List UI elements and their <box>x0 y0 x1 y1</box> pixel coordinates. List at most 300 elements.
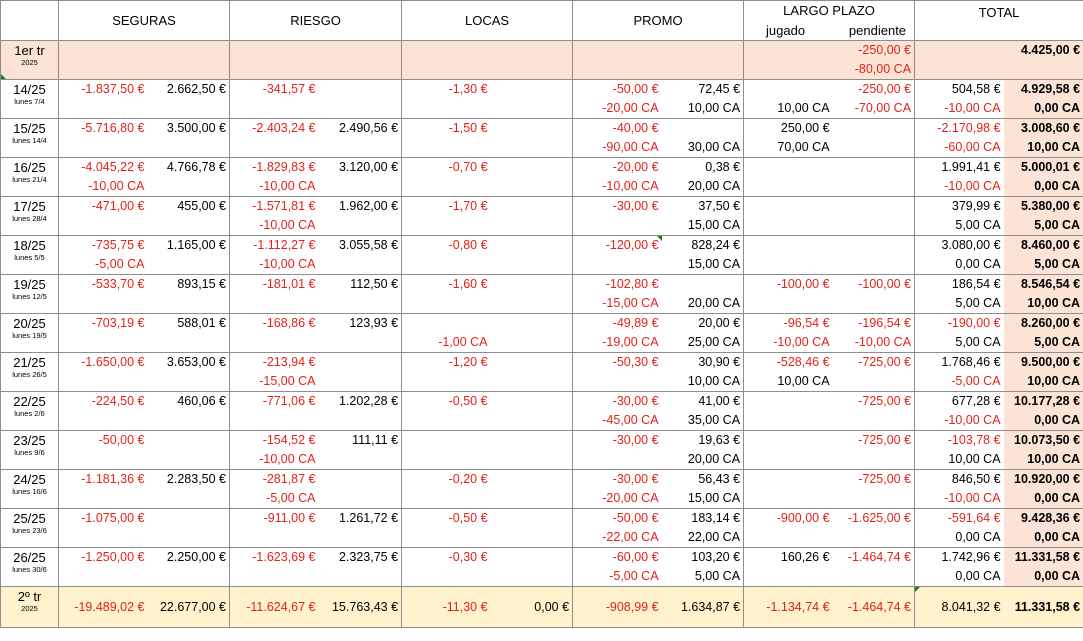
value-cell <box>402 138 491 158</box>
value-cell: 186,54 € <box>915 275 1004 295</box>
value-cell: 20,00 CA <box>662 450 744 470</box>
quarter-start-cell <box>59 41 148 61</box>
value-cell <box>319 470 402 490</box>
value-cell: -100,00 € <box>744 275 833 295</box>
week-row <box>1 470 1083 490</box>
value-cell: -471,00 € <box>59 197 148 217</box>
value-cell: 8.460,00 € <box>1004 236 1083 256</box>
value-cell: 20,00 CA <box>662 177 744 197</box>
value-cell <box>833 177 915 197</box>
value-cell: -2.403,24 € <box>230 119 319 139</box>
value-cell: 2.283,50 € <box>148 470 230 490</box>
value-cell <box>744 489 833 509</box>
value-cell <box>744 177 833 197</box>
week-row <box>1 353 1083 373</box>
value-cell: 455,00 € <box>148 197 230 217</box>
summary-label: 2º tr <box>17 589 42 604</box>
value-cell <box>230 333 319 353</box>
week-date: lunes 14/4 <box>12 136 47 145</box>
value-cell <box>491 255 573 275</box>
value-cell: 9.428,36 € <box>1004 509 1083 529</box>
value-cell <box>148 138 230 158</box>
week-number: 19/25 <box>13 277 46 292</box>
value-cell <box>744 197 833 217</box>
value-cell <box>491 99 573 119</box>
quarter-start-cell: 4.425,00 € <box>1004 41 1083 61</box>
value-cell <box>402 314 491 334</box>
value-cell <box>491 411 573 431</box>
value-cell: -0,80 € <box>402 236 491 256</box>
value-cell <box>491 158 573 178</box>
value-cell <box>230 294 319 314</box>
value-cell <box>491 548 573 568</box>
value-cell: 0,00 CA <box>1004 489 1083 509</box>
week-row <box>1 392 1083 412</box>
value-cell <box>59 372 148 392</box>
week-label-cell <box>1 548 59 587</box>
value-cell: -5.716,80 € <box>59 119 148 139</box>
value-cell <box>744 450 833 470</box>
corner-cell <box>1 1 59 41</box>
value-cell: -1,70 € <box>402 197 491 217</box>
value-cell <box>148 411 230 431</box>
week-row <box>1 236 1083 256</box>
header-largo-plazo: LARGO PLAZO <box>744 1 915 22</box>
header-seguras: SEGURAS <box>59 1 230 41</box>
header-row <box>1 1 1083 22</box>
header-riesgo: RIESGO <box>230 1 402 41</box>
value-cell <box>148 528 230 548</box>
value-cell: 4.766,78 € <box>148 158 230 178</box>
value-cell <box>319 99 402 119</box>
value-cell: -533,70 € <box>59 275 148 295</box>
value-cell: -20,00 CA <box>573 99 662 119</box>
quarter-start-cell <box>59 60 148 80</box>
value-cell: 70,00 CA <box>744 138 833 158</box>
quarter-start-cell <box>744 60 833 80</box>
value-cell <box>148 489 230 509</box>
week-row-2 <box>1 333 1083 353</box>
value-cell <box>833 411 915 431</box>
week-label-cell <box>1 353 59 392</box>
value-cell: 15,00 CA <box>662 489 744 509</box>
week-row-2 <box>1 372 1083 392</box>
value-cell <box>148 333 230 353</box>
value-cell: 3.080,00 € <box>915 236 1004 256</box>
value-cell: 2.250,00 € <box>148 548 230 568</box>
value-cell: -4.045,22 € <box>59 158 148 178</box>
summary-cell: 8.041,32 € <box>915 587 1004 628</box>
value-cell: 19,63 € <box>662 431 744 451</box>
value-cell: -168,86 € <box>230 314 319 334</box>
week-row-2 <box>1 411 1083 431</box>
value-cell: 8.546,54 € <box>1004 275 1083 295</box>
value-cell: 5,00 CA <box>1004 333 1083 353</box>
value-cell <box>833 294 915 314</box>
week-date: lunes 7/4 <box>14 97 45 106</box>
week-date: lunes 16/6 <box>12 487 47 496</box>
quarter-start-cell <box>402 41 491 61</box>
value-cell: 10,00 CA <box>744 372 833 392</box>
value-cell <box>491 353 573 373</box>
week-row-2 <box>1 255 1083 275</box>
value-cell <box>402 372 491 392</box>
value-cell: -725,00 € <box>833 431 915 451</box>
value-cell: 2.490,56 € <box>319 119 402 139</box>
value-cell <box>319 411 402 431</box>
week-label-cell <box>1 119 59 158</box>
value-cell: 0,00 CA <box>915 528 1004 548</box>
value-cell <box>491 372 573 392</box>
header-pendiente: pendiente <box>833 21 915 41</box>
quarter-start-cell <box>915 41 1004 61</box>
header-locas: LOCAS <box>402 1 573 41</box>
value-cell: -50,30 € <box>573 353 662 373</box>
week-number: 15/25 <box>13 121 46 136</box>
value-cell: 10,00 CA <box>744 99 833 119</box>
week-label-cell <box>1 197 59 236</box>
value-cell: 15,00 CA <box>662 216 744 236</box>
week-date: lunes 28/4 <box>12 214 47 223</box>
value-cell: -281,87 € <box>230 470 319 490</box>
value-cell: 103,20 € <box>662 548 744 568</box>
value-cell: 3.055,58 € <box>319 236 402 256</box>
week-date: lunes 21/4 <box>12 175 47 184</box>
value-cell: 11.331,58 € <box>1004 548 1083 568</box>
value-cell <box>491 431 573 451</box>
value-cell <box>59 138 148 158</box>
week-date: lunes 26/5 <box>12 370 47 379</box>
value-cell: -0,70 € <box>402 158 491 178</box>
value-cell: 2.323,75 € <box>319 548 402 568</box>
value-cell: -15,00 CA <box>230 372 319 392</box>
value-cell <box>491 197 573 217</box>
value-cell: -50,00 € <box>573 509 662 529</box>
value-cell: 4.929,58 € <box>1004 80 1083 100</box>
value-cell <box>59 294 148 314</box>
value-cell <box>744 392 833 412</box>
value-cell <box>744 216 833 236</box>
value-cell: -15,00 CA <box>573 294 662 314</box>
value-cell: -900,00 € <box>744 509 833 529</box>
value-cell: -30,00 € <box>573 392 662 412</box>
value-cell: 10,00 CA <box>1004 294 1083 314</box>
value-cell <box>744 567 833 587</box>
value-cell <box>402 294 491 314</box>
value-cell <box>148 450 230 470</box>
value-cell <box>230 138 319 158</box>
value-cell: -5,00 CA <box>230 489 319 509</box>
value-cell: 893,15 € <box>148 275 230 295</box>
value-cell: -30,00 € <box>573 197 662 217</box>
value-cell: -70,00 CA <box>833 99 915 119</box>
value-cell <box>319 353 402 373</box>
value-cell: 0,00 CA <box>1004 528 1083 548</box>
value-cell: 160,26 € <box>744 548 833 568</box>
value-cell: -1.650,00 € <box>59 353 148 373</box>
value-cell: -22,00 CA <box>573 528 662 548</box>
value-cell: 5.000,01 € <box>1004 158 1083 178</box>
week-row <box>1 119 1083 139</box>
value-cell: 677,28 € <box>915 392 1004 412</box>
value-cell <box>833 450 915 470</box>
value-cell: -19,00 CA <box>573 333 662 353</box>
value-cell: 0,00 CA <box>915 255 1004 275</box>
value-cell <box>491 528 573 548</box>
value-cell: -10,00 CA <box>833 333 915 353</box>
value-cell: -154,52 € <box>230 431 319 451</box>
value-cell: 123,93 € <box>319 314 402 334</box>
value-cell <box>744 80 833 100</box>
value-cell: -120,00 € <box>573 236 662 256</box>
value-cell <box>744 236 833 256</box>
value-cell: 504,58 € <box>915 80 1004 100</box>
value-cell: 1.991,41 € <box>915 158 1004 178</box>
value-cell <box>319 255 402 275</box>
week-row-2 <box>1 294 1083 314</box>
value-cell: 1.742,96 € <box>915 548 1004 568</box>
value-cell: -100,00 € <box>833 275 915 295</box>
quarter-start-cell <box>230 60 319 80</box>
value-cell <box>662 119 744 139</box>
value-cell <box>573 450 662 470</box>
summary-cell: 0,00 € <box>491 587 573 628</box>
value-cell: 3.008,60 € <box>1004 119 1083 139</box>
value-cell: -50,00 € <box>573 80 662 100</box>
value-cell <box>491 489 573 509</box>
quarter-start-cell <box>915 60 1004 80</box>
value-cell: 1.962,00 € <box>319 197 402 217</box>
quarter-start-cell <box>491 41 573 61</box>
value-cell: 35,00 CA <box>662 411 744 431</box>
value-cell <box>744 411 833 431</box>
value-cell: 0,00 CA <box>915 567 1004 587</box>
value-cell: -0,50 € <box>402 509 491 529</box>
value-cell: 183,14 € <box>662 509 744 529</box>
week-number: 18/25 <box>13 238 46 253</box>
value-cell: 1.202,28 € <box>319 392 402 412</box>
quarter-start-cell <box>662 60 744 80</box>
value-cell: 0,00 CA <box>1004 99 1083 119</box>
value-cell: -196,54 € <box>833 314 915 334</box>
value-cell <box>491 80 573 100</box>
value-cell <box>833 197 915 217</box>
week-number: 16/25 <box>13 160 46 175</box>
week-label-cell <box>1 80 59 119</box>
week-number: 14/25 <box>13 82 46 97</box>
quarter-label: 1er tr <box>14 43 45 58</box>
value-cell: 5.380,00 € <box>1004 197 1083 217</box>
value-cell <box>59 567 148 587</box>
value-cell <box>744 294 833 314</box>
value-cell <box>59 411 148 431</box>
quarter-summary-row <box>1 587 1083 628</box>
week-row-2 <box>1 528 1083 548</box>
value-cell: 2.662,50 € <box>148 80 230 100</box>
week-number: 20/25 <box>13 316 46 331</box>
value-cell: 250,00 € <box>744 119 833 139</box>
value-cell: 56,43 € <box>662 470 744 490</box>
week-row-2 <box>1 138 1083 158</box>
value-cell <box>148 431 230 451</box>
quarter-start-cell <box>662 41 744 61</box>
value-cell: 37,50 € <box>662 197 744 217</box>
summary-cell: 1.634,87 € <box>662 587 744 628</box>
header-promo: PROMO <box>573 1 744 41</box>
value-cell: -30,00 € <box>573 470 662 490</box>
value-cell <box>59 216 148 236</box>
value-cell <box>744 431 833 451</box>
week-row <box>1 80 1083 100</box>
value-cell: -1.571,81 € <box>230 197 319 217</box>
value-cell: -213,94 € <box>230 353 319 373</box>
value-cell <box>491 138 573 158</box>
quarter-start-cell <box>230 41 319 61</box>
value-cell <box>662 275 744 295</box>
week-date: lunes 19/5 <box>12 331 47 340</box>
value-cell <box>148 255 230 275</box>
value-cell <box>148 99 230 119</box>
value-cell: 22,00 CA <box>662 528 744 548</box>
week-number: 23/25 <box>13 433 46 448</box>
quarter-start-cell <box>402 60 491 80</box>
value-cell: 5,00 CA <box>915 294 1004 314</box>
week-row-2 <box>1 99 1083 119</box>
value-cell <box>319 333 402 353</box>
value-cell: -1.250,00 € <box>59 548 148 568</box>
value-cell: -591,64 € <box>915 509 1004 529</box>
value-cell <box>402 567 491 587</box>
value-cell: 10.073,50 € <box>1004 431 1083 451</box>
value-cell: 846,50 € <box>915 470 1004 490</box>
value-cell: -5,00 CA <box>573 567 662 587</box>
value-cell <box>833 528 915 548</box>
quarter-start-cell <box>148 41 230 61</box>
quarter-label-cell <box>1 41 59 80</box>
value-cell: 828,24 € <box>662 236 744 256</box>
value-cell <box>833 216 915 236</box>
quarter-year: 2025 <box>21 58 38 67</box>
quarter-start-cell <box>319 60 402 80</box>
value-cell <box>319 216 402 236</box>
value-cell <box>491 236 573 256</box>
value-cell: 72,45 € <box>662 80 744 100</box>
value-cell: 0,00 CA <box>1004 177 1083 197</box>
value-cell <box>148 216 230 236</box>
value-cell: -50,00 € <box>59 431 148 451</box>
value-cell <box>491 333 573 353</box>
week-row-2 <box>1 177 1083 197</box>
value-cell <box>230 99 319 119</box>
value-cell <box>402 528 491 548</box>
quarter-start-cell <box>573 60 662 80</box>
value-cell: 1.165,00 € <box>148 236 230 256</box>
quarter-start-cell <box>573 41 662 61</box>
value-cell: -528,46 € <box>744 353 833 373</box>
value-cell: -703,19 € <box>59 314 148 334</box>
value-cell: 15,00 CA <box>662 255 744 275</box>
value-cell <box>402 411 491 431</box>
value-cell: 10,00 CA <box>662 372 744 392</box>
summary-cell: -1.134,74 € <box>744 587 833 628</box>
value-cell <box>491 470 573 490</box>
value-cell: 41,00 € <box>662 392 744 412</box>
value-cell: -725,00 € <box>833 392 915 412</box>
value-cell <box>148 509 230 529</box>
value-cell: -5,00 CA <box>915 372 1004 392</box>
summary-cell: -19.489,02 € <box>59 587 148 628</box>
value-cell: -40,00 € <box>573 119 662 139</box>
value-cell <box>319 138 402 158</box>
value-cell: 10.920,00 € <box>1004 470 1083 490</box>
quarter-start-cell: -80,00 CA <box>833 60 915 80</box>
value-cell <box>59 99 148 119</box>
value-cell: -181,01 € <box>230 275 319 295</box>
value-cell: 5,00 CA <box>1004 255 1083 275</box>
summary-cell: -908,99 € <box>573 587 662 628</box>
week-number: 25/25 <box>13 511 46 526</box>
quarter-start-cell <box>319 41 402 61</box>
value-cell: -1.075,00 € <box>59 509 148 529</box>
value-cell: 20,00 CA <box>662 294 744 314</box>
value-cell: -190,00 € <box>915 314 1004 334</box>
value-cell: 588,01 € <box>148 314 230 334</box>
value-cell: 112,50 € <box>319 275 402 295</box>
week-date: lunes 12/5 <box>12 292 47 301</box>
value-cell <box>744 528 833 548</box>
value-cell <box>833 567 915 587</box>
week-row <box>1 509 1083 529</box>
value-cell: 10,00 CA <box>1004 372 1083 392</box>
quarter-start-cell <box>1004 60 1083 80</box>
value-cell: 3.120,00 € <box>319 158 402 178</box>
value-cell: -0,50 € <box>402 392 491 412</box>
value-cell: -0,30 € <box>402 548 491 568</box>
quarter-start-row <box>1 41 1083 61</box>
value-cell: -60,00 € <box>573 548 662 568</box>
value-cell: 30,90 € <box>662 353 744 373</box>
value-cell <box>319 294 402 314</box>
value-cell: 5,00 CA <box>915 333 1004 353</box>
value-cell <box>573 255 662 275</box>
value-cell <box>402 431 491 451</box>
value-cell <box>833 138 915 158</box>
value-cell: 8.260,00 € <box>1004 314 1083 334</box>
week-date: lunes 9/6 <box>14 448 45 457</box>
week-number: 17/25 <box>13 199 46 214</box>
value-cell <box>833 489 915 509</box>
value-cell: 30,00 CA <box>662 138 744 158</box>
week-label-cell <box>1 236 59 275</box>
value-cell <box>491 177 573 197</box>
value-cell: 111,11 € <box>319 431 402 451</box>
week-row <box>1 158 1083 178</box>
value-cell <box>402 255 491 275</box>
value-cell: -1,30 € <box>402 80 491 100</box>
value-cell <box>833 158 915 178</box>
value-cell <box>833 372 915 392</box>
value-cell <box>59 489 148 509</box>
value-cell: 5,00 CA <box>915 216 1004 236</box>
value-cell <box>491 119 573 139</box>
value-cell <box>319 450 402 470</box>
quarter-start-cell <box>491 60 573 80</box>
week-row <box>1 197 1083 217</box>
value-cell: -49,89 € <box>573 314 662 334</box>
value-cell: -10,00 CA <box>744 333 833 353</box>
week-label-cell <box>1 392 59 431</box>
value-cell: -10,00 CA <box>230 216 319 236</box>
